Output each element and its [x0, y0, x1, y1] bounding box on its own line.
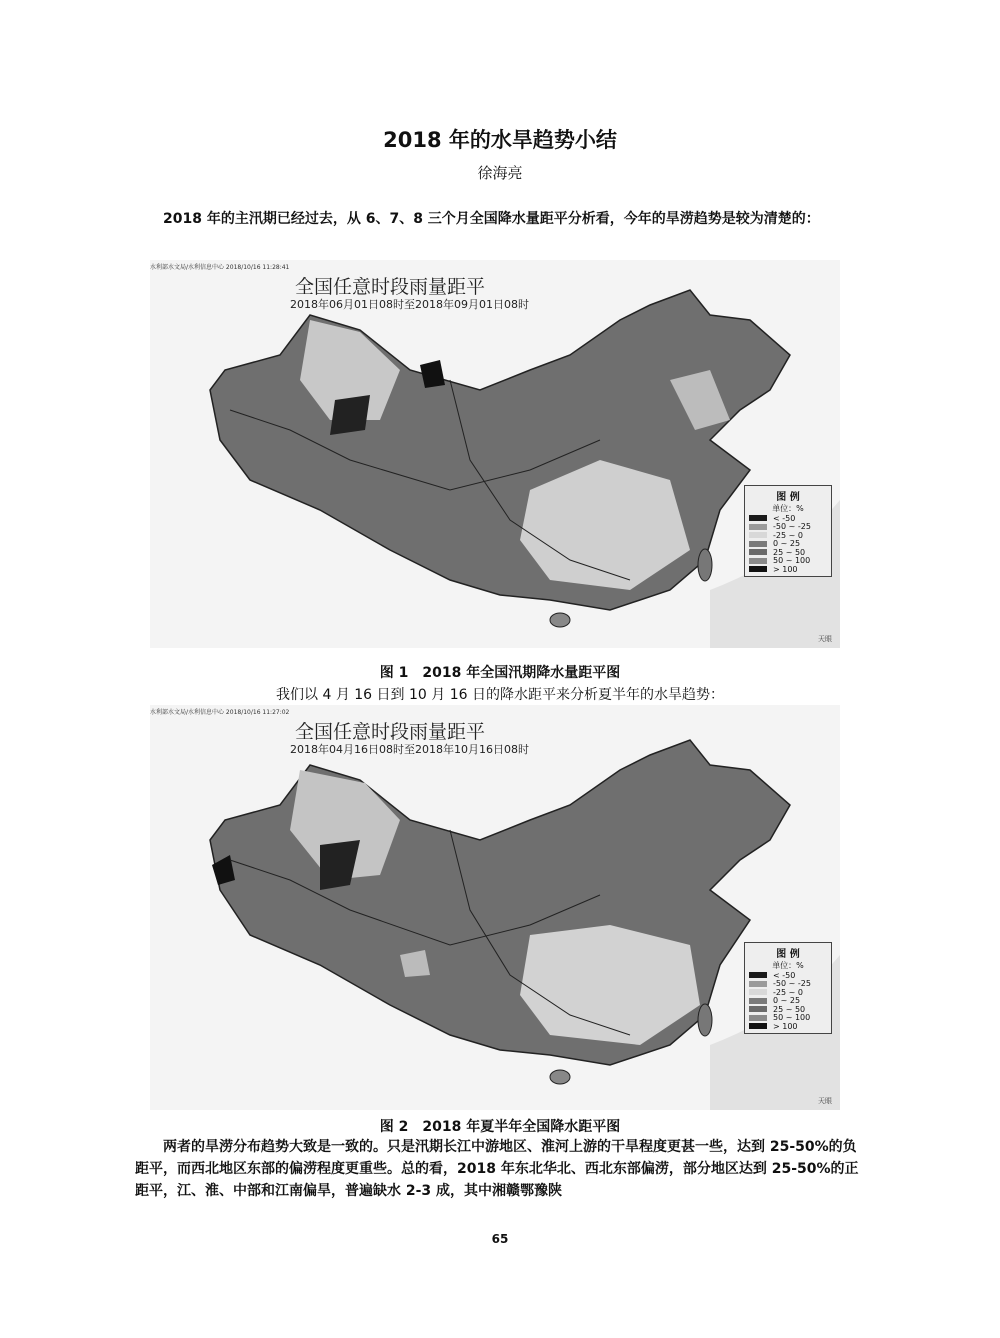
legend-unit: 单位：%	[772, 504, 804, 513]
map-corner-label: 天眼	[818, 1097, 832, 1105]
legend-item: 25 ~ 50	[749, 548, 827, 557]
legend-item: -50 ~ -25	[749, 980, 827, 989]
legend-item: 0 ~ 25	[749, 540, 827, 549]
map-legend	[744, 485, 832, 577]
legend-item: < -50	[749, 971, 827, 980]
legend-item: > 100	[749, 1022, 827, 1031]
precipitation-map-1	[150, 260, 840, 648]
author: 徐海亮	[477, 164, 523, 182]
legend-item: 50 ~ 100	[749, 557, 827, 566]
legend-item: 0 ~ 25	[749, 997, 827, 1006]
map-source-stamp: 水利部水文局/水利信息中心 2018/10/16 11:27:02	[150, 709, 290, 716]
legend-item: 25 ~ 50	[749, 1005, 827, 1014]
legend-item: -25 ~ 0	[749, 988, 827, 997]
china-map-graphic-2	[150, 705, 840, 1110]
legend-item: -25 ~ 0	[749, 531, 827, 540]
map-date-range: 2018年06月01日08时至2018年09月01日08时	[290, 298, 529, 311]
page-number: 65	[491, 1232, 509, 1246]
map-corner-label: 天眼	[818, 635, 832, 643]
conclusion-paragraph: 两者的旱涝分布趋势大致是一致的。只是汛期长江中游地区、淮河上游的干旱程度更甚一些，达到 25-50%的负距平，而西北地区东部的偏涝程度更重些。总的看，2018 年东北华北、西北东部偏涝，部分地区达到 25-50%的正距平，江、淮、中部和江南偏旱，普遍缺水 2-3 成，其中湘赣鄂豫陕	[135, 1139, 859, 1199]
figure-2-caption: 图 2 2018 年夏半年全国降水距平图	[379, 1119, 621, 1135]
legend-header: 图 例	[776, 949, 800, 960]
article-title: 2018 年的水旱趋势小结	[383, 128, 617, 152]
legend-item: > 100	[749, 565, 827, 574]
map-source-stamp: 水利部水文局/水利信息中心 2018/10/16 11:28:41	[150, 264, 290, 271]
map-title: 全国任意时段雨量距平	[295, 276, 486, 298]
legend-item: -50 ~ -25	[749, 523, 827, 532]
map-date-range: 2018年04月16日08时至2018年10月16日08时	[290, 743, 529, 756]
transition-text: 我们以 4 月 16 日到 10 月 16 日的降水距平来分析夏半年的水旱趋势：	[276, 687, 724, 703]
legend-header: 图 例	[776, 492, 800, 503]
legend-item: < -50	[749, 514, 827, 523]
map-title: 全国任意时段雨量距平	[295, 721, 486, 743]
china-map-graphic-1	[150, 260, 840, 648]
figure-1-caption: 图 1 2018 年全国汛期降水量距平图	[379, 665, 621, 681]
legend-unit: 单位：%	[772, 961, 804, 970]
precipitation-map-2	[150, 705, 840, 1110]
legend-item: 50 ~ 100	[749, 1014, 827, 1023]
intro-paragraph: 2018 年的主汛期已经过去，从 6、7、8 三个月全国降水量距平分析看，今年的旱涝趋势是较为清楚的：	[163, 211, 820, 227]
map-legend	[744, 942, 832, 1034]
